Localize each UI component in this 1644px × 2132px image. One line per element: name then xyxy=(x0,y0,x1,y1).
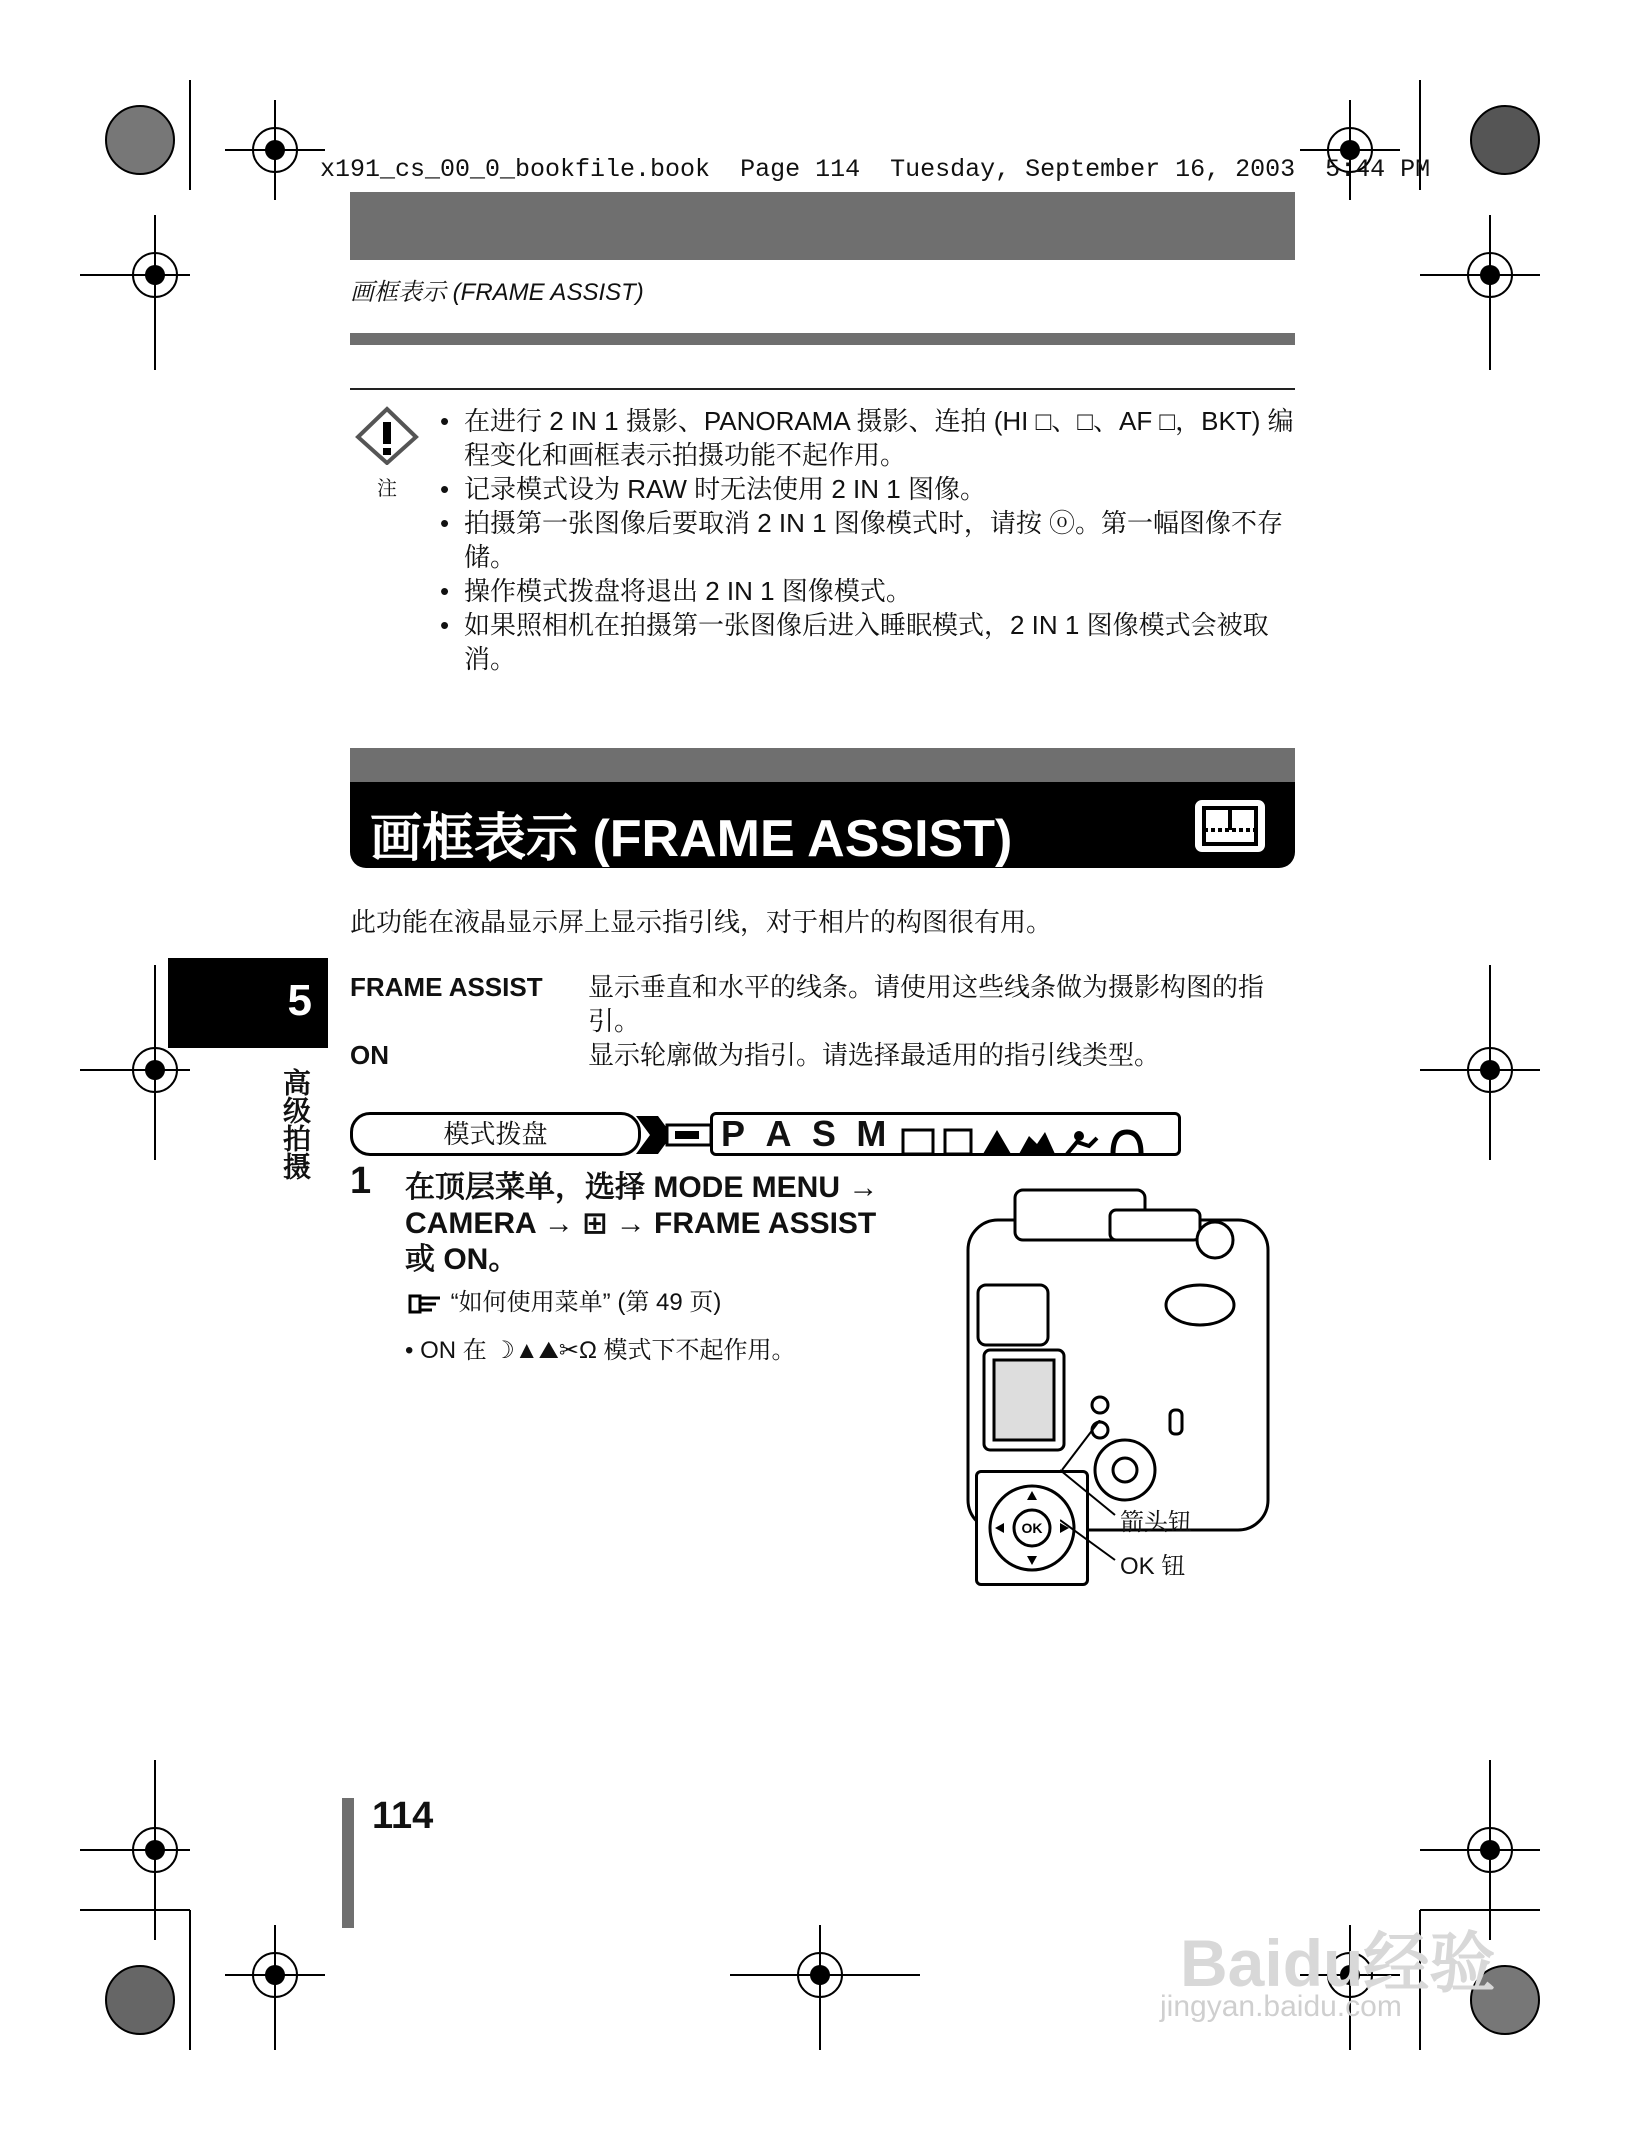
note-item: • 拍摄第一张图像后要取消 2 IN 1 图像模式时，请按 ⓞ。第一幅图像不存储。 xyxy=(438,506,1296,574)
mode-letter: A xyxy=(765,1113,792,1154)
scene-mode-icons xyxy=(899,1126,1159,1158)
step-bullet-text: ON 在 ☽▲⛰✂Ω 模式下不起作用。 xyxy=(420,1337,796,1364)
mode-letters-box xyxy=(710,1112,1181,1156)
watermark-brand: Baidu经验 xyxy=(1180,1926,1496,2000)
reference-text: “如何使用菜单” (第 49 页) xyxy=(450,1289,722,1316)
chapter-number: 5 xyxy=(287,976,312,1025)
mode-letter: P xyxy=(721,1113,746,1154)
step-line: 在顶层菜单，选择 MODE MENU → xyxy=(405,1171,879,1204)
note-list xyxy=(438,404,1296,676)
note-item: • 在进行 2 IN 1 摄影、PANORAMA 摄影、连拍 (HI □、□、AF □，BKT) 编程变化和画框表示拍摄功能不起作用。 xyxy=(438,404,1296,472)
card-icon xyxy=(665,1122,715,1148)
definition-desc: 显示垂直和水平的线条。请使用这些线条做为摄影构图的指引。 xyxy=(588,972,1265,1036)
step-number: 1 xyxy=(350,1160,372,1202)
mode-letter: S xyxy=(811,1113,836,1154)
chapter-title: 高级拍摄 xyxy=(280,1068,311,1180)
arrow-button-label: 箭头钮 xyxy=(1120,1509,1192,1536)
ok-button-label: OK 钮 xyxy=(1120,1553,1186,1580)
page-number-bar xyxy=(342,1798,354,1928)
mode-dial-label-box xyxy=(350,1112,641,1156)
step-bullet: • ON 在 ☽▲⛰✂Ω 模式下不起作用。 xyxy=(405,1337,796,1364)
mode-letter: M xyxy=(856,1113,887,1154)
step-line: CAMERA → ⊞ → FRAME ASSIST xyxy=(405,1207,877,1240)
section-intro: 此功能在液晶显示屏上显示指引线，对于相片的构图很有用。 xyxy=(350,907,1053,937)
header-rule-thin xyxy=(350,388,1295,390)
header-rule-thick xyxy=(350,333,1295,345)
section-title-bar xyxy=(350,782,1295,868)
warning-icon xyxy=(352,405,422,465)
definition-desc: 显示轮廓做为指引。请选择最适用的指引线类型。 xyxy=(588,1040,1161,1070)
note-item: • 记录模式设为 RAW 时无法使用 2 IN 1 图像。 xyxy=(438,472,1296,506)
mode-dial-bar xyxy=(350,1112,1180,1156)
frame-assist-icon xyxy=(1193,798,1267,854)
ok-icon-text: OK xyxy=(1021,1520,1043,1536)
running-title: 画框表示 (FRAME ASSIST) xyxy=(350,279,644,306)
section-title: 画框表示 (FRAME ASSIST) xyxy=(370,810,1013,868)
note-label: 注 xyxy=(377,478,397,500)
chapter-tab xyxy=(168,958,328,1048)
note-icon xyxy=(352,405,422,500)
file-info-line: x191_cs_00_0_bookfile.book Page 114 Tuesday, September 16, 2003 5:44 PM xyxy=(320,155,1431,184)
mode-dial-label: 模式拨盘 xyxy=(443,1119,548,1149)
note-item: • 如果照相机在拍摄第一张图像后进入睡眠模式，2 IN 1 图像模式会被取消。 xyxy=(438,608,1296,676)
callout-lines xyxy=(1060,1420,1120,1580)
definition-term: FRAME ASSIST xyxy=(350,972,543,1002)
header-band xyxy=(350,192,1295,260)
watermark-url: jingyan.baidu.com xyxy=(1160,1990,1402,2023)
page-number: 114 xyxy=(372,1795,434,1837)
section-top-band xyxy=(350,748,1295,782)
step-line: 或 ON。 xyxy=(405,1243,519,1276)
note-item: • 操作模式拨盘将退出 2 IN 1 图像模式。 xyxy=(438,574,1296,608)
pointing-hand-icon xyxy=(408,1292,444,1316)
reference-line xyxy=(408,1282,721,1317)
definition-term: ON xyxy=(350,1040,389,1070)
